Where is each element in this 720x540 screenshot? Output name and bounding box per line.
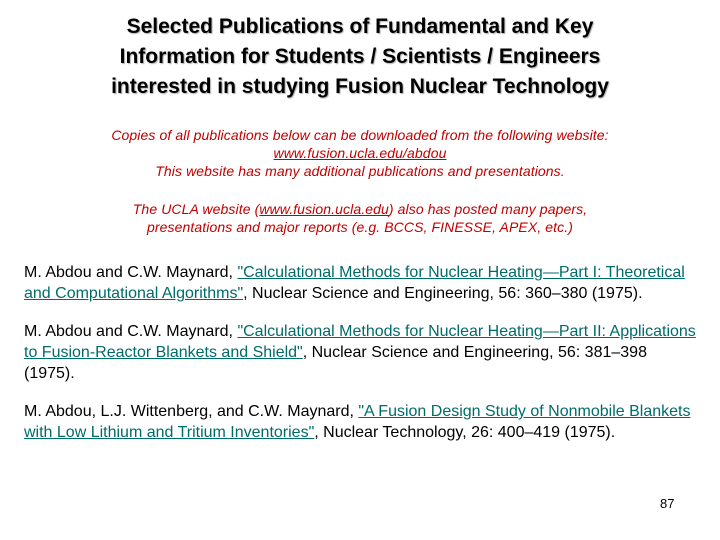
publication-item [24,401,696,443]
ucla-note-before: The UCLA website ( [132,201,260,217]
ucla-note-line-1 [40,200,680,218]
publication-list [24,262,696,460]
download-note-line-1: Copies of all publications below can be downloaded from the following website: [111,127,609,143]
ucla-note-after: ) also has posted many papers, [388,201,588,217]
title-line-2: Information for Students / Scientists / Engineers [119,45,601,68]
publication-item [24,262,696,304]
publication-citation: , Nuclear Technology, 26: 400–419 (1975). [314,424,616,441]
download-note [40,126,680,180]
publication-authors: M. Abdou and C.W. Maynard, [24,264,238,281]
page-number: 87 [660,496,675,511]
publication-title-link[interactable]: "Calculational Methods for Nuclear Heating—Part I: Theoretical and Computational Algorithms" [24,264,685,302]
publication-title-link[interactable]: "A Fusion Design Study of Nonmobile Blankets with Low Lithium and Tritium Inventories" [24,403,691,441]
title-line-3: interested in studying Fusion Nuclear Technology [111,75,609,98]
page-title [40,12,680,102]
download-note-line-3: This website has many additional publications and presentations. [155,163,565,179]
publication-item [24,321,696,384]
publication-authors: M. Abdou, L.J. Wittenberg, and C.W. Maynard, [24,403,359,420]
abdou-website-link[interactable]: www.fusion.ucla.edu/abdou [273,145,447,161]
ucla-website-link[interactable]: www.fusion.ucla.edu [259,201,389,217]
ucla-note-line-2: presentations and major reports (e.g. BCCS, FINESSE, APEX, etc.) [146,219,574,235]
publication-authors: M. Abdou and C.W. Maynard, [24,323,238,340]
publication-title-link[interactable]: "Calculational Methods for Nuclear Heating—Part II: Applications to Fusion-Reactor Blankets and Shield" [24,323,696,361]
publication-citation: , Nuclear Science and Engineering, 56: 381–398 (1975). [24,344,647,382]
title-line-1: Selected Publications of Fundamental and Key [126,15,594,38]
publication-citation: , Nuclear Science and Engineering, 56: 360–380 (1975). [243,285,643,302]
ucla-website-note [40,200,680,236]
